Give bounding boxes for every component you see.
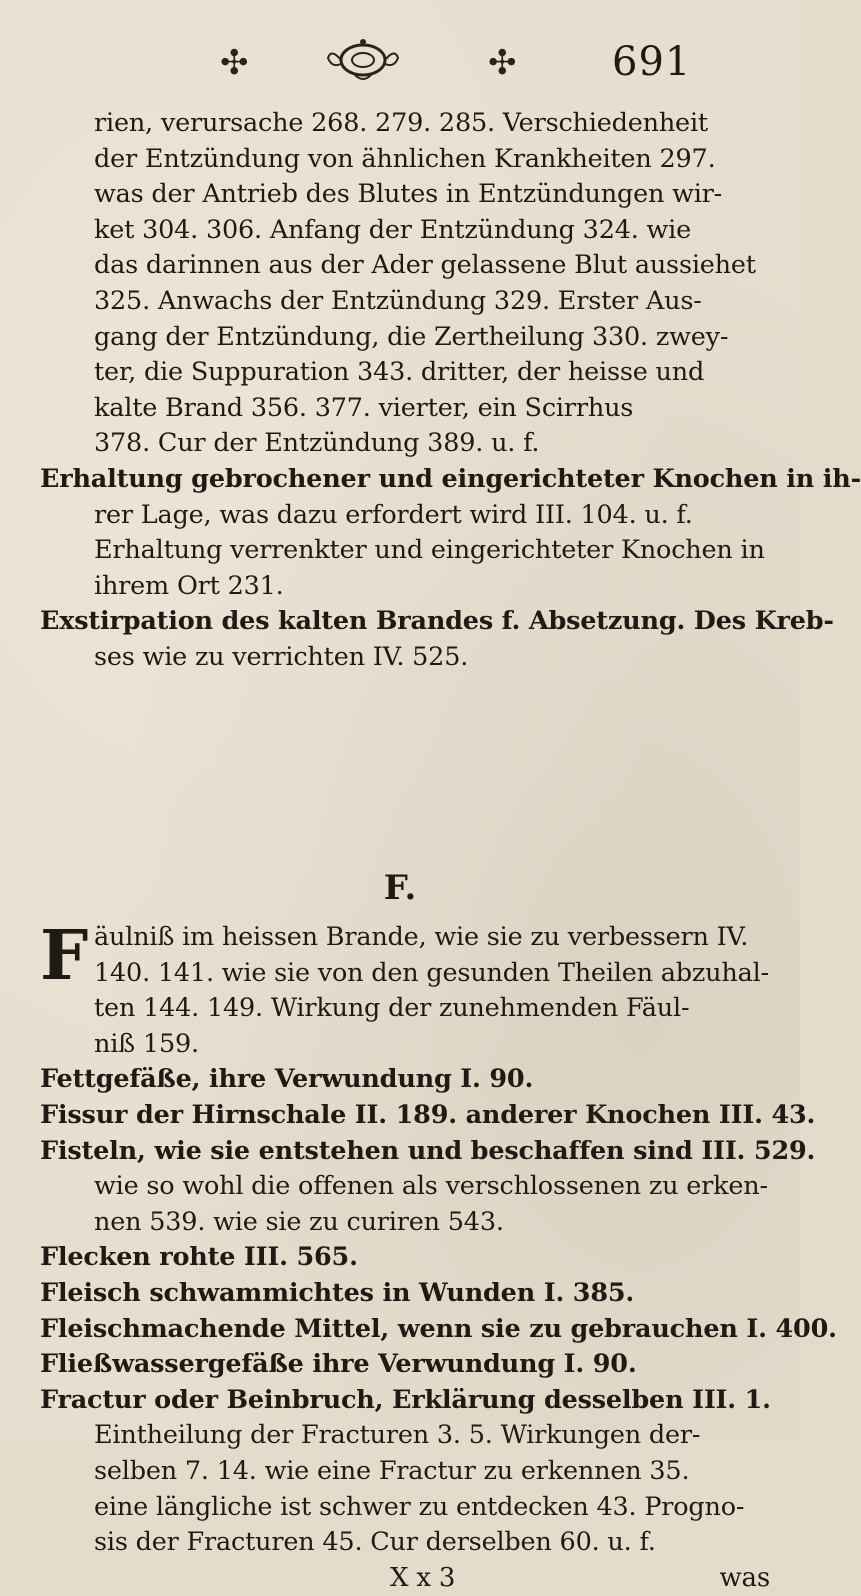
index-entry: Fettgefäße, ihre Verwundung I. 90. bbox=[40, 1064, 534, 1095]
index-line: nen 539. wie sie zu curiren 543. bbox=[94, 1206, 504, 1237]
index-line: was der Antrieb des Blutes in Entzündungen wir- bbox=[94, 179, 723, 210]
index-entry: Erhaltung gebrochener und eingerichteter Knochen in ih- bbox=[40, 463, 861, 494]
section-heading: F. bbox=[383, 868, 417, 908]
index-line: ihrem Ort 231. bbox=[94, 570, 284, 601]
index-line: wie so wohl die offenen als verschlossenen zu erken- bbox=[94, 1171, 768, 1202]
page-number: 691 bbox=[612, 39, 692, 85]
signature-mark: X x 3 bbox=[390, 1562, 456, 1593]
index-line: sis der Fracturen 45. Cur derselben 60. u. f. bbox=[94, 1527, 656, 1558]
index-line: ket 304. 306. Anfang der Entzündung 324. wie bbox=[94, 214, 692, 245]
index-line: 378. Cur der Entzündung 389. u. f. bbox=[94, 428, 540, 459]
index-line: ter, die Suppuration 343. dritter, der heisse und bbox=[94, 357, 705, 388]
index-entry-first bbox=[40, 920, 770, 956]
ornament-right-icon: ✣ bbox=[488, 43, 517, 83]
index-block-f bbox=[40, 916, 837, 1596]
index-line: gang der Entzündung, die Zertheilung 330. zwey- bbox=[94, 321, 729, 352]
index-line: niß 159. bbox=[94, 1028, 199, 1059]
index-line: rien, verursache 268. 279. 285. Verschiedenheit bbox=[94, 108, 708, 138]
index-line-text: äulniß im heissen Brande, wie sie zu verbessern IV. bbox=[94, 922, 749, 952]
index-line: kalte Brand 356. 377. vierter, ein Scirrhus bbox=[94, 392, 634, 423]
index-line: rer Lage, was dazu erfordert wird III. 104. u. f. bbox=[94, 499, 693, 530]
index-line: selben 7. 14. wie eine Fractur zu erkennen 35. bbox=[94, 1455, 690, 1486]
drop-capital: F bbox=[40, 916, 89, 996]
index-entry: Fissur der Hirnschale II. 189. anderer Knochen III. 43. bbox=[40, 1099, 816, 1130]
index-block-e bbox=[40, 106, 861, 676]
index-line: 325. Anwachs der Entzündung 329. Erster Aus- bbox=[94, 285, 702, 316]
index-entry: Fleischmachende Mittel, wenn sie zu gebrauchen I. 400. bbox=[40, 1313, 837, 1344]
page-footer bbox=[40, 1561, 770, 1596]
index-entry: Flecken rohte III. 565. bbox=[40, 1242, 358, 1273]
catchword: was bbox=[719, 1562, 770, 1593]
vignette-ornament-icon bbox=[326, 38, 400, 84]
index-line: Erhaltung verrenkter und eingerichteter Knochen in bbox=[94, 535, 765, 566]
index-entry: Exstirpation des kalten Brandes f. Absetzung. Des Kreb- bbox=[40, 606, 834, 637]
index-line: Eintheilung der Fracturen 3. 5. Wirkungen der- bbox=[94, 1420, 701, 1451]
page-header bbox=[0, 38, 800, 98]
index-line: eine längliche ist schwer zu entdecken 43. Progno- bbox=[94, 1491, 745, 1522]
index-entry: Fleisch schwammichtes in Wunden I. 385. bbox=[40, 1277, 635, 1308]
ornament-left-icon: ✣ bbox=[220, 43, 249, 83]
index-entry: Fisteln, wie sie entstehen und beschaffen sind III. 529. bbox=[40, 1135, 816, 1166]
index-line: das darinnen aus der Ader gelassene Blut aussiehet bbox=[94, 250, 756, 281]
index-entry: Fractur oder Beinbruch, Erklärung desselben III. 1. bbox=[40, 1384, 771, 1415]
index-line: ten 144. 149. Wirkung der zunehmenden Fäul- bbox=[94, 993, 690, 1024]
index-entry: Fließwassergefäße ihre Verwundung I. 90. bbox=[40, 1349, 637, 1380]
index-line: ses wie zu verrichten IV. 525. bbox=[94, 641, 469, 672]
index-line: 140. 141. wie sie von den gesunden Theilen abzuhal- bbox=[94, 957, 769, 988]
footer-row bbox=[40, 1561, 770, 1596]
index-line: der Entzündung von ähnlichen Krankheiten 297. bbox=[94, 143, 716, 174]
